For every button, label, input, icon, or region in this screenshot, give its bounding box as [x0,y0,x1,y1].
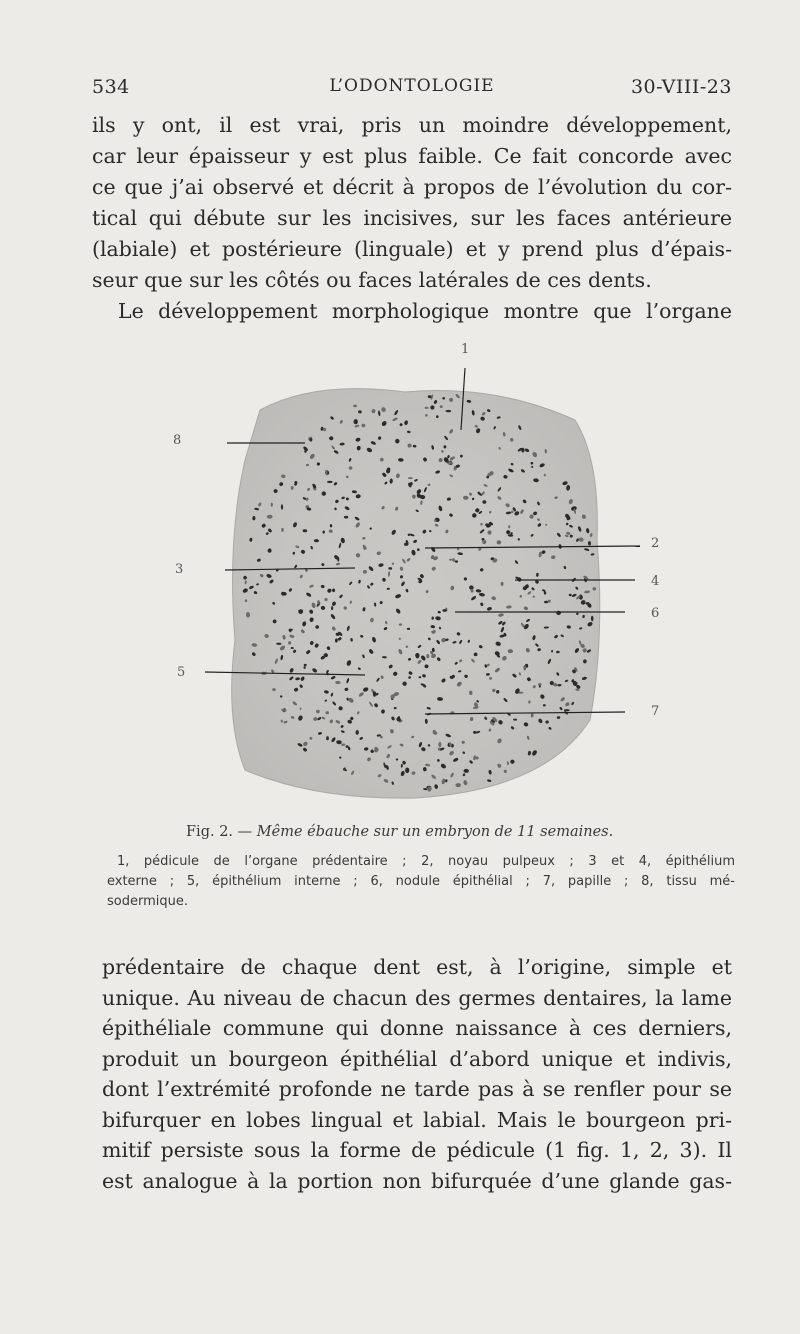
text-line: mitif persiste sous la forme de pédicule (1 fig. 1, 2, 3). Il [102,1138,732,1162]
text-line: seur que sur les côtés ou faces latérales de ces dents. [92,268,652,292]
text-line: épithéliale commune qui donne naissance à ces derniers, [102,1016,732,1040]
figure-title: Même ébauche sur un embryon de 11 semaines. [256,824,614,840]
figure-caption-title [186,824,613,840]
paragraph-top [92,110,732,327]
journal-title: L’ODONTOLOGIE [329,76,495,96]
text-line: unique. Au niveau de chacun des germes dentaires, la lame [102,985,732,1010]
issue-date: 30-VIII-23 [630,76,732,98]
figure-label-6: 6 [651,606,660,621]
figure-label-4: 4 [651,574,660,589]
page-number: 534 [92,76,130,98]
tissue-illustration [165,340,665,810]
text-line: tical qui débute sur les incisives, sur les faces antérieure [92,206,732,230]
figure-number: Fig. 2. — [186,824,253,840]
text-line: prédentaire de chaque dent est, à l’origine, simple et [102,955,732,979]
legend-line: 1, pédicule de l’organe prédentaire ; 2, noyau pulpeux ; 3 et 4, épithélium [117,854,735,869]
running-header [92,76,732,102]
legend-line: sodermique. [107,894,188,909]
text-line: bifurquer en lobes lingual et labial. Mais le bourgeon pri- [102,1107,732,1132]
text-line: produit un bourgeon épithélial d’abord unique et indivis, [102,1046,732,1071]
histology-figure [165,340,665,810]
figure-label-3: 3 [175,562,184,577]
text-line: dont l’extrémité profonde ne tarde pas à se renfler pour se [102,1077,732,1101]
paragraph-bottom [102,952,732,1196]
figure-label-8: 8 [173,433,182,448]
figure-legend [107,852,735,912]
text-line: est analogue à la portion non bifurquée d’une glande gas- [102,1168,732,1193]
text-line: car leur épaisseur y est plus faible. Ce fait concorde avec [92,144,732,168]
figure-label-5: 5 [177,665,186,680]
figure-label-7: 7 [651,704,660,719]
text-line: ils y ont, il est vrai, pris un moindre développement, [92,113,732,137]
figure-label-2: 2 [651,536,660,551]
text-line: ce que j’ai observé et décrit à propos de l’évolution du cor- [92,175,732,199]
text-line: (labiale) et postérieure (linguale) et y prend plus d’épais- [92,237,732,261]
figure-label-1: 1 [461,342,470,357]
text-line: Le développement morphologique montre que l’organe [118,299,732,323]
legend-line: externe ; 5, épithélium interne ; 6, nodule épithélial ; 7, papille ; 8, tissu mé- [107,874,735,889]
